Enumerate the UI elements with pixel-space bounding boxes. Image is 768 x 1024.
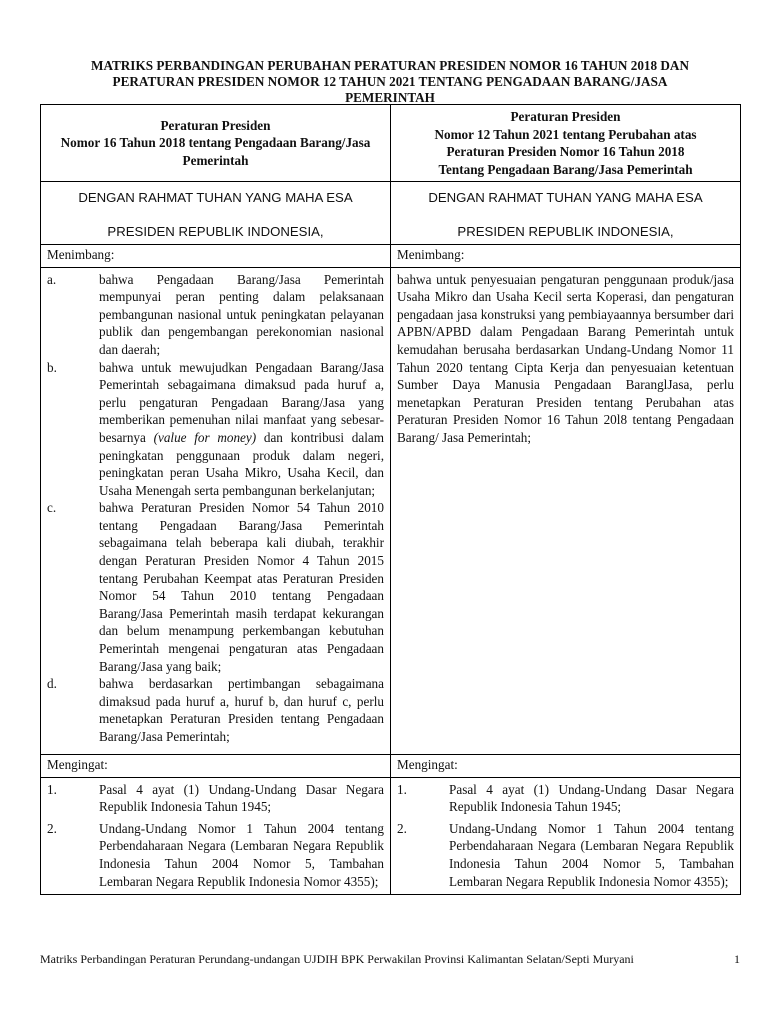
list-item xyxy=(47,675,384,745)
item-text: bahwa Pengadaan Barang/Jasa Pemerintah mempunyai peran penting dalam pelaksanaan pembangunan nasional untuk peningkatan pelayanan publik dan pengembangan perekonomian nasional dan daerah; xyxy=(99,271,384,357)
item-text: Undang-Undang Nomor 1 Tahun 2004 tentang Perbendaharaan Negara (Lembaran Negara Republik Indonesia Tahun 2004 Nomor 5, Tambahan Lembaran Negara Republik Indonesia Nomor 4355); xyxy=(449,820,734,889)
mengingat-right xyxy=(391,777,741,895)
title-line-1: MATRIKS PERBANDINGAN PERUBAHAN PERATURAN PRESIDEN NOMOR 16 TAHUN 2018 DAN xyxy=(91,58,689,73)
item-text: Undang-Undang Nomor 1 Tahun 2004 tentang Perbendaharaan Negara (Lembaran Negara Republik Indonesia Tahun 2004 Nomor 5, Tambahan Lembaran Negara Republik Indonesia Nomor 4355); xyxy=(99,820,384,889)
item-text-part: dan kontribusi dalam peningkatan penggunaan produk dalam negeri, peningkatan peran Usaha Mikro, Usaha Kecil, dan Usaha Menengah serta pembangunan berkelanjutan; xyxy=(99,429,384,498)
header-left-line-3: Pemerintah xyxy=(182,152,249,168)
mengingat-left xyxy=(41,777,391,895)
item-number: 1. xyxy=(47,781,57,797)
item-number: d. xyxy=(47,676,57,692)
item-number: 1. xyxy=(397,781,407,797)
menimbang-label-right: Menimbang: xyxy=(391,244,741,267)
list-item xyxy=(47,781,384,816)
item-number: 2. xyxy=(397,820,407,836)
list-item xyxy=(397,781,734,816)
title-line-2: PERATURAN PRESIDEN NOMOR 12 TAHUN 2021 TENTANG PENGADAAN BARANG/JASA xyxy=(112,74,668,89)
list-item xyxy=(47,499,384,675)
list-item xyxy=(397,820,734,890)
opening-right-line-1: DENGAN RAHMAT TUHAN YANG MAHA ESA xyxy=(428,190,703,206)
item-number: b. xyxy=(47,359,57,375)
menimbang-content-row xyxy=(41,267,741,754)
opening-right xyxy=(391,182,741,244)
item-number: 2. xyxy=(47,820,57,836)
item-number: a. xyxy=(47,271,57,287)
item-text-part: bahwa untuk mewujudkan Pengadaan Barang/Jasa Pemerintah sebagaimana dimaksud pada huruf a, perlu pengaturan Pengadaan Barang/Jasa yang memberikan pemenuhan nilai manfaat yang sebesar-besarnya xyxy=(99,359,384,445)
menimbang-left xyxy=(41,267,391,754)
document-title xyxy=(40,58,740,106)
opening-row xyxy=(41,182,741,244)
header-right-line-2: Nomor 12 Tahun 2021 tentang Perubahan atas xyxy=(434,126,697,142)
menimbang-label-left: Menimbang: xyxy=(41,244,391,267)
opening-left xyxy=(41,182,391,244)
opening-right-line-2: PRESIDEN REPUBLIK INDONESIA, xyxy=(457,223,674,239)
item-number: c. xyxy=(47,500,57,516)
header-right-line-4: Tentang Pengadaan Barang/Jasa Pemerintah xyxy=(438,161,693,177)
header-left-line-1: Peraturan Presiden xyxy=(160,117,271,133)
item-text: Pasal 4 ayat (1) Undang-Undang Dasar Negara Republik Indonesia Tahun 1945; xyxy=(449,781,734,815)
mengingat-label-right: Mengingat: xyxy=(391,754,741,777)
list-item xyxy=(47,820,384,890)
title-line-3: PEMERINTAH xyxy=(345,90,435,105)
header-left-line-2: Nomor 16 Tahun 2018 tentang Pengadaan Barang/Jasa xyxy=(60,135,371,151)
list-item xyxy=(47,359,384,500)
item-text-italic: (value for money) xyxy=(153,429,257,445)
comparison-table xyxy=(40,104,741,895)
page-footer xyxy=(40,952,740,967)
mengingat-label-left: Mengingat: xyxy=(41,754,391,777)
footer-text: Matriks Perbandingan Peraturan Perundang-undangan UJDIH BPK Perwakilan Provinsi Kalimantan Selatan/Septi Muryani xyxy=(40,952,634,966)
page-number: 1 xyxy=(734,952,740,966)
header-right-line-1: Peraturan Presiden xyxy=(510,109,621,124)
header-left xyxy=(41,105,391,182)
item-text xyxy=(99,359,384,500)
mengingat-label-row xyxy=(41,754,741,777)
item-text: Pasal 4 ayat (1) Undang-Undang Dasar Negara Republik Indonesia Tahun 1945; xyxy=(99,781,384,815)
header-right-line-3: Peraturan Presiden Nomor 16 Tahun 2018 xyxy=(446,144,685,160)
opening-left-line-2: PRESIDEN REPUBLIK INDONESIA, xyxy=(107,223,324,239)
item-text: bahwa Peraturan Presiden Nomor 54 Tahun 2010 tentang Pengadaan Barang/Jasa Pemerintah sebagaimana telah beberapa kali diubah, terakhir dengan Peraturan Presiden Nomor 4 Tahun 2015 tentang Perubahan Keempat atas Peraturan Presiden Nomor 54 Tahun 2010 tentang Pengadaan Barang/Jasa Pemerintah masih terdapat kekurangan dan belum menampung perkembangan kebutuhan Pemerintah mengenai pengaturan atas Pengadaan Barang/Jasa yang baik; xyxy=(99,500,384,674)
menimbang-right: bahwa untuk penyesuaian pengaturan penggunaan produk/jasa Usaha Mikro dan Usaha Kecil serta Koperasi, dan pengaturan pengadaan jasa konstruksi yang pembiayaannya bersumber dari APBN/APBD dalam Pengadaan Barang Pemerintah untuk kemudahan berusaha berdasarkan Undang-Undang Nomor 11 Tahun 2020 tentang Cipta Kerja dan penyesuaian ketentuan Sumber Daya Manusia Pengadaan BaranglJasa, perlu menetapkan Peraturan Presiden tentang Perubahan atas Peraturan Presiden Nomor 16 Tahun 20l8 tentang Pengadaan Barang/ Jasa Pemerintah; xyxy=(391,267,741,754)
item-text: bahwa berdasarkan pertimbangan sebagaimana dimaksud pada huruf a, huruf b, dan huruf c, perlu menetapkan Peraturan Presiden tentang Pengadaan Barang/Jasa Pemerintah; xyxy=(99,676,384,744)
opening-left-line-1: DENGAN RAHMAT TUHAN YANG MAHA ESA xyxy=(78,190,353,206)
menimbang-label-row xyxy=(41,244,741,267)
header-right xyxy=(391,105,741,182)
mengingat-content-row xyxy=(41,777,741,895)
list-item xyxy=(47,271,384,359)
header-row xyxy=(41,105,741,182)
